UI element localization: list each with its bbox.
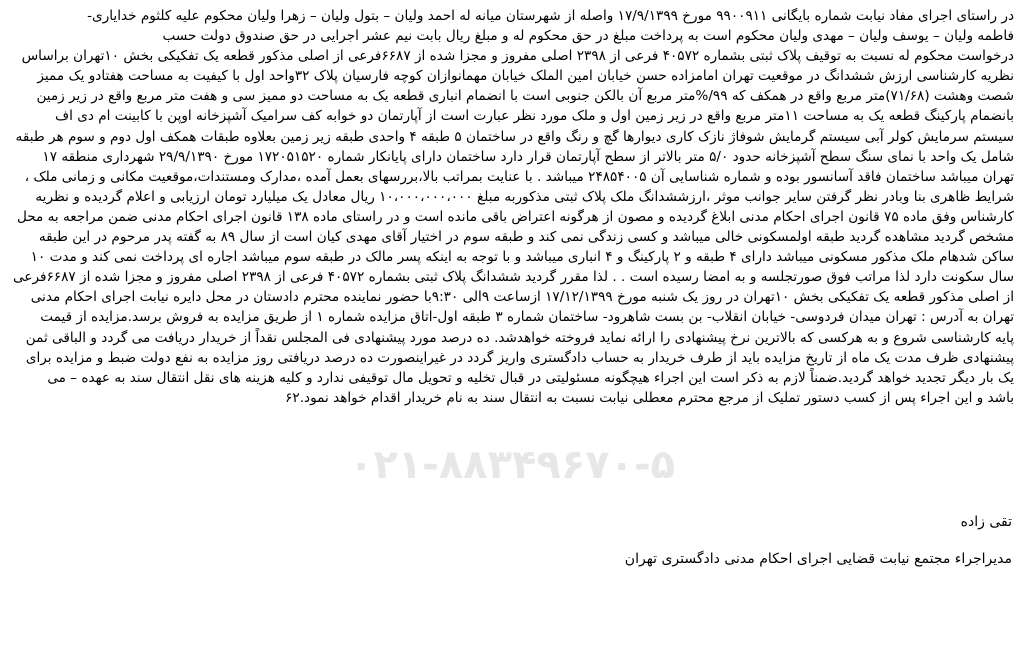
notice-line: شامل یک واحد با نمای سنگ سطح آشپزخانه حدود ۵/۰ متر بالاتر از سطح آپارتمان قرار دارد ساختمان دارای پایانکار شماره ۱۷۲۰۵۱۵۲۰ مورخ ۲۹/۹/۱۳۹۰ شهرداری منطقه ۱۷ xyxy=(42,148,1014,165)
notice-line: شرایط ظاهری بنا وبادر نظر گرفتن سایر جوانب موثر ،ارزششدانگ ملک پلاک ثبتی مذکوربه مبلغ ۱۰،۰۰۰،۰۰۰،۰۰۰ ریال معادل یک میلیارد تومان ارزیابی و اعلام گردیده و نظریه xyxy=(35,188,1014,205)
signature-title: مدیراجراء مجتمع نیابت قضایی اجرای احکام مدنی دادگستری تهران xyxy=(624,551,1012,567)
notice-line: فاطمه ولیان – یوسف ولیان – مهدی ولیان محکوم است به پرداخت مبلغ در حق محکوم له و مبلغ ریال بابت نیم عشر اجرایی در حق صندوق دولت حسب xyxy=(162,28,1014,45)
notice-line: باشد و این اجراء پس از کسب دستور تملیک از مرجع محترم معطلی نیابت نسبت به انتقال سند به نام خریدار اقدام خواهد نمود.۶۲ xyxy=(285,389,1014,406)
notice-line: سیستم سرمایش کولر آبی سیستم گرمایش شوفاژ نازک کاری دیوارها گچ و رنگ واقع در ساختمان ۵ طبقه ۴ واحدی طبقه زیر زمین بعلاوه طبقات همکف اول دوم و سوم هر طبقه xyxy=(15,128,1014,145)
notice-line: درخواست محکوم له نسبت به توقیف پلاک ثبتی بشماره ۴۰۵۷۲ فرعی از ۲۳۹۸ اصلی مفروز و مجزا شده از ۶۶۸۷فرعی از اصلی مذکور قطعه یک تفکیکی بخش ۱۰تهران براساس xyxy=(21,48,1014,65)
notice-line: در راستای اجرای مفاد نیابت شماره بایگانی ۹۹۰۰۹۱۱ مورخ ۱۷/۹/۱۳۹۹ واصله از شهرستان میانه له احمد ولیان – بتول ولیان – زهرا ولیان محکوم علیه کلثوم خدایاری- xyxy=(87,8,1014,24)
notice-line: کارشناس وفق ماده ۷۵ قانون اجرای احکام مدنی ابلاغ گردیده و مصون از هرگونه اعتراض باقی مانده است و در راستای ماده ۱۳۸ قانون اجرای احکام مدنی ضمن مراجعه به محل xyxy=(16,208,1014,225)
phone-watermark: ۰۲۱-۸۸۳۴۹۶۷۰-۵ xyxy=(348,442,676,488)
notice-body xyxy=(10,6,1014,408)
notice-line: پیشنهادی ظرف مدت یک ماه از تاریخ مزایده باید از طرف خریدار به حساب دادگستری واریز گردد در غیراینصورت ده درصد دریافتی روز مزایده به نفع دولت ضبط و مزایده برای xyxy=(25,349,1014,366)
notice-line: مشخص گردید مشاهده گردید طبقه اولمسکونی خالی میباشد و کسی زندگی نمی کند و طبقه سوم در اختیار آقای مهدی کیان است از سال ۸۹ به گفته پدر مرحوم در این طبقه xyxy=(38,229,1014,246)
notice-line: شصت وهشت (۷۱/۶۸)متر مربع واقع در همکف که ۹۹/%متر مربع آن بالکن جنوبی است با انضمام انباری قطعه یک به مساحت دو ممیز سی و هفت متر مربع واقع در زیر زمین xyxy=(36,88,1014,105)
notice-line: از اصلی مذکور قطعه یک تفکیکی بخش ۱۰تهران در روز یک شنبه مورخ ۱۷/۱۲/۱۳۹۹ ازساعت ۹الی ۹:۳۰با حضور نماینده محترم دادستان در محل دایره نیابت اجرای احکام مدنی xyxy=(30,289,1014,306)
notice-line: یک بار دیگر تجدید خواهد گردید.ضمناً لازم به ذکر است این اجراء هیچگونه مسئولیتی در قبال تخلیه و تحویل مال توقیفی ندارد و کلیه هزینه های نقل انتقال سند به عهده – می xyxy=(47,369,1014,386)
notice-line: بانضمام پارکینگ قطعه یک به مساحت ۱۱متر مربع واقع در زیر زمین اول و ملک مورد نظر عبارت است از آپارتمان دو خوابه کف سرامیک آشپزخانه اوپن با کابینت ام دی اف xyxy=(55,108,1014,125)
notice-line: نظریه کارشناسی ارزش ششدانگ در موقعیت تهران امامزاده حسن خیابان امین الملک خیابان مهمانوازان کوچه فارسیان پلاک ۳۲واحد اول با کیفیت به مساحت هفتادو یک ممیز xyxy=(37,68,1014,85)
notice-line: ساکن شدهام ملک مذکور مسکونی میباشد دارای ۴ طبقه و ۲ پارکینگ و ۴ انباری میباشد و با توجه به اینکه پسر مالک در طبقه سوم میباشد اجاره ای پرداخت نمی کند و مدت ۱۰ xyxy=(30,249,1014,266)
notice-line: پایه کارشناسی شروع و به هرکسی که بالاترین نرخ پیشنهادی را ارائه نماید فروخته خواهدشد. ده درصد مورد پیشنهادی فی المجلس نقداً از خریدار دریافت می گردد و الباقی ثمن xyxy=(25,329,1014,346)
notice-line: سال سکونت دارد لذا مراتب فوق صورتجلسه و به امضا رسیده است . . لذا مقرر گردید ششدانگ پلاک ثبتی بشماره ۴۰۵۷۲ فرعی از ۲۳۹۸ اصلی مفروز و مجزا شده از ۶۶۸۷فرعی xyxy=(13,269,1014,286)
notice-line: تهران به آدرس : تهران میدان فردوسی- خیابان انقلاب- بن بست شاهرود- ساختمان شماره ۳ طبقه اول-اتاق مزایده شماره ۱ از طریق مزایده به فروش برسد.مزایده از قیمت xyxy=(40,309,1014,326)
notice-line: تهران میباشد ساختمان فاقد آسانسور بوده و شماره شناسایی آن ۲۴۸۵۴۰۰۵ میباشد . با عنایت بمراتب بالا،بررسهای بعمل آمده ،مدارک ومستندات،موقعیت مکانی و زمانی ملک ، xyxy=(24,168,1014,185)
signature-name: تقی زاده xyxy=(960,514,1012,530)
